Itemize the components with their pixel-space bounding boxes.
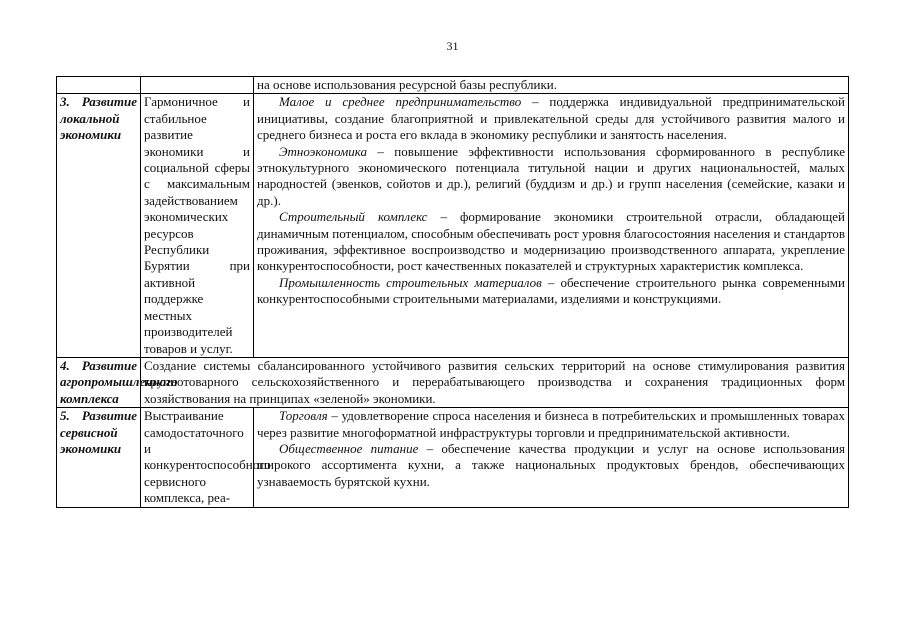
table-row [57,77,849,94]
section-title-cell: 4. Развитие агропромышленного комплекса [57,357,141,407]
content-paragraph [257,275,845,308]
page-number: 31 [446,39,459,53]
content-paragraph [257,209,845,275]
paragraph-text: – удовлетворение спроса населения и бизнеса в потребительских и промышленных товарах через развитие многоформатной инфраструктуры торговли и предпринимательской активности. [257,408,845,440]
goal-cell: Гармоничное и стабильное развитие экономики и социальной сферы с максимальным задействованием экономических ресурсов Республики Бурятии при активной поддержке местных производителей товаров и услуг. [141,94,254,358]
paragraph-term: Малое и среднее предпринимательство [279,94,522,110]
table-row [57,94,849,358]
content-paragraph [257,441,845,490]
content-cell [254,94,849,358]
content-cell [254,77,849,94]
paragraph-text: – обеспечение строительного рынка современными конкурентоспособными строительными материалами, изделиями и конструкциями. [257,274,845,307]
paragraph-term: Промышленность строительных материалов [279,274,542,290]
strategy-table [56,76,849,508]
content-paragraph [257,77,845,93]
table-row [57,357,849,407]
section-title-cell: 3. Развитие локальной экономики [57,94,141,358]
paragraph-text: – обеспечение качества продукции и услуг на основе использования широкого ассортимента кухни, а также национальных продуктовых брендов, обеспечивающих узнаваемость бурятской кухни. [257,440,845,489]
goal-cell [141,77,254,94]
paragraph-text: – поддержка индивидуальной предпринимательской инициативы, создание благоприятной и привлекательной среды для устойчивого развития малого и среднего бизнеса и роста его вклада в экономику республики и занятость населения. [257,94,845,143]
paragraph-text: на основе использования ресурсной базы республики. [257,77,558,92]
content-paragraph [257,94,845,143]
paragraph-term: Этноэкономика [279,143,368,159]
section-title-cell [57,77,141,94]
paragraph-term: Торговля [279,408,328,424]
merged-content-cell: Создание системы сбалансированного устойчивого развития сельских территорий на основе стимулирования развития крупнотоварного сельскохозяйственного и перерабатывающего производства и сохранения традиционных форм хозяйствования на принципах «зеленой» экономики. [141,357,849,407]
paragraph-text: – формирование экономики строительной отрасли, обладающей динамичным потенциалом, способным обеспечивать рост уровня благосостояния населения и стандартов проживания, эффективное воспроизводство и модернизацию производственного аппарата, укрепление конкурентоспособности, рост качественных показателей и структурных характеристик комплекса. [257,209,845,274]
paragraph-term: Общественное питание [279,440,419,456]
table-row [57,408,849,507]
paragraph-term: Строительный комплекс [279,209,428,225]
content-paragraph [257,144,845,210]
goal-cell: Выстраивание самодостаточного и конкурентоспособного сервисного комплекса, реа- [141,408,254,507]
content-cell [254,408,849,507]
section-title-cell: 5. Развитие сервисной экономики [57,408,141,507]
content-paragraph [257,408,845,441]
paragraph-text: – повышение эффективности использования сформированного в республике этнокультурного экономического потенциала титульной нации и других национальностей, малых народностей (эвенков, сойотов и др.), религий (буддизм и др.) и групп населения (семейские, казаки и др.). [257,143,845,208]
